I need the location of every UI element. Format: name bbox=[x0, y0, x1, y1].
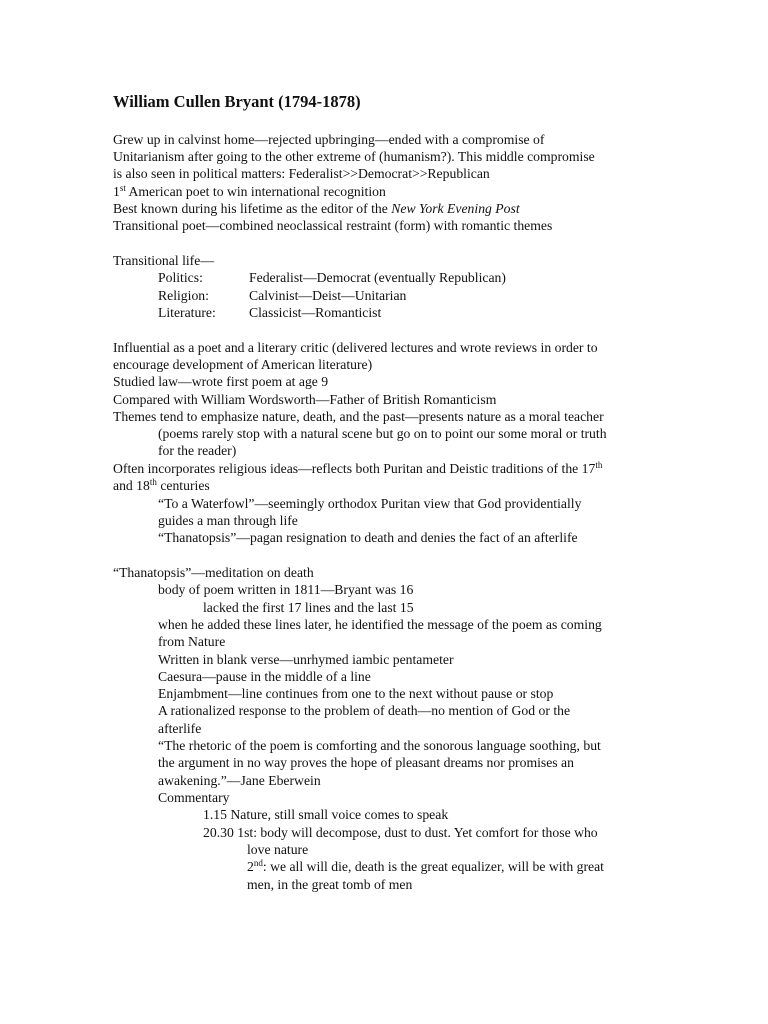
quote-line-2: the argument in no way proves the hope of pleasant dreams nor promises an bbox=[158, 755, 574, 770]
commentary-line-4 bbox=[247, 858, 604, 875]
influence-line-8 bbox=[113, 460, 602, 477]
row-value-religion: Calvinist—Deist—Unitarian bbox=[249, 288, 407, 303]
commentary-line-3: love nature bbox=[247, 842, 309, 857]
thanatopsis-line-8: A rationalized response to the problem of death—no mention of God or the bbox=[158, 703, 571, 718]
intro-line-5 bbox=[113, 200, 520, 217]
influence-line-10: “To a Waterfowl”—seemingly orthodox Puritan view that God providentially bbox=[158, 496, 582, 511]
commentary-line-2: 20.30 1st: body will decompose, dust to dust. Yet comfort for those who bbox=[203, 825, 598, 840]
intro-line-1: Grew up in calvinst home—rejected upbringing—ended with a compromise of bbox=[113, 132, 545, 147]
influence-line-9 bbox=[113, 477, 210, 494]
row-value-politics: Federalist—Democrat (eventually Republican) bbox=[249, 270, 506, 285]
influence-line-9-text: and 18 bbox=[113, 478, 150, 493]
transitional-heading: Transitional life— bbox=[113, 253, 215, 268]
row-label-politics: Politics: bbox=[158, 270, 203, 285]
influence-line-9-end: centuries bbox=[156, 478, 210, 493]
intro-line-2: Unitarianism after going to the other extreme of (humanism?). This middle compromise bbox=[113, 149, 595, 164]
intro-line-4 bbox=[113, 183, 386, 200]
quote-line-1: “The rhetoric of the poem is comforting and the sonorous language soothing, but bbox=[158, 738, 601, 753]
influence-line-11: guides a man through life bbox=[158, 513, 298, 528]
influence-line-7: for the reader) bbox=[158, 443, 237, 458]
intro-line-4-text: American poet to win international recognition bbox=[125, 184, 386, 199]
influence-line-5: Themes tend to emphasize nature, death, and the past—presents nature as a moral teacher bbox=[113, 409, 604, 424]
row-label-religion: Religion: bbox=[158, 288, 209, 303]
thanatopsis-line-6: Caesura—pause in the middle of a line bbox=[158, 669, 371, 684]
ordinal-suffix: nd bbox=[253, 858, 263, 868]
row-label-literature: Literature: bbox=[158, 305, 216, 320]
ordinal-suffix: st bbox=[119, 183, 126, 193]
intro-line-3: is also seen in political matters: Federalist>>Democrat>>Republican bbox=[113, 166, 490, 181]
thanatopsis-line-3: when he added these lines later, he identified the message of the poem as coming bbox=[158, 617, 602, 632]
ordinal-number: 1 bbox=[113, 184, 120, 199]
commentary-line-1: 1.15 Nature, still small voice comes to speak bbox=[203, 807, 449, 822]
ordinal-suffix: th bbox=[595, 460, 603, 470]
influence-line-2: encourage development of American literature) bbox=[113, 357, 373, 372]
influence-line-1: Influential as a poet and a literary critic (delivered lectures and wrote reviews in order to bbox=[113, 340, 598, 355]
quote-line-3: awakening.”—Jane Eberwein bbox=[158, 773, 321, 788]
ordinal-number: 2 bbox=[247, 859, 254, 874]
commentary-heading: Commentary bbox=[158, 790, 230, 805]
thanatopsis-line-4: from Nature bbox=[158, 634, 226, 649]
ordinal-suffix: th bbox=[149, 477, 157, 487]
thanatopsis-line-2: lacked the first 17 lines and the last 15 bbox=[203, 600, 414, 615]
influence-line-6: (poems rarely stop with a natural scene but go on to point our some moral or truth bbox=[158, 426, 607, 441]
thanatopsis-line-1: body of poem written in 1811—Bryant was 16 bbox=[158, 582, 414, 597]
thanatopsis-line-5: Written in blank verse—unrhymed iambic pentameter bbox=[158, 652, 454, 667]
influence-line-3: Studied law—wrote first poem at age 9 bbox=[113, 374, 329, 389]
influence-line-4: Compared with William Wordsworth—Father of British Romanticism bbox=[113, 392, 497, 407]
thanatopsis-line-9: afterlife bbox=[158, 721, 202, 736]
intro-line-5-text: Best known during his lifetime as the editor of the bbox=[113, 201, 392, 216]
commentary-line-4-text: : we all will die, death is the great equalizer, will be with great bbox=[262, 859, 604, 874]
thanatopsis-heading: “Thanatopsis”—meditation on death bbox=[113, 565, 314, 580]
commentary-line-5: men, in the great tomb of men bbox=[247, 877, 413, 892]
intro-line-6: Transitional poet—combined neoclassical restraint (form) with romantic themes bbox=[113, 218, 553, 233]
row-value-literature: Classicist—Romanticist bbox=[249, 305, 382, 320]
thanatopsis-line-7: Enjambment—line continues from one to the next without pause or stop bbox=[158, 686, 554, 701]
newspaper-title: New York Evening Post bbox=[391, 201, 520, 216]
page-title: William Cullen Bryant (1794-1878) bbox=[113, 92, 361, 111]
influence-line-12: “Thanatopsis”—pagan resignation to death and denies the fact of an afterlife bbox=[158, 530, 578, 545]
influence-line-8-text: Often incorporates religious ideas—reflects both Puritan and Deistic traditions of the 17 bbox=[113, 461, 596, 476]
